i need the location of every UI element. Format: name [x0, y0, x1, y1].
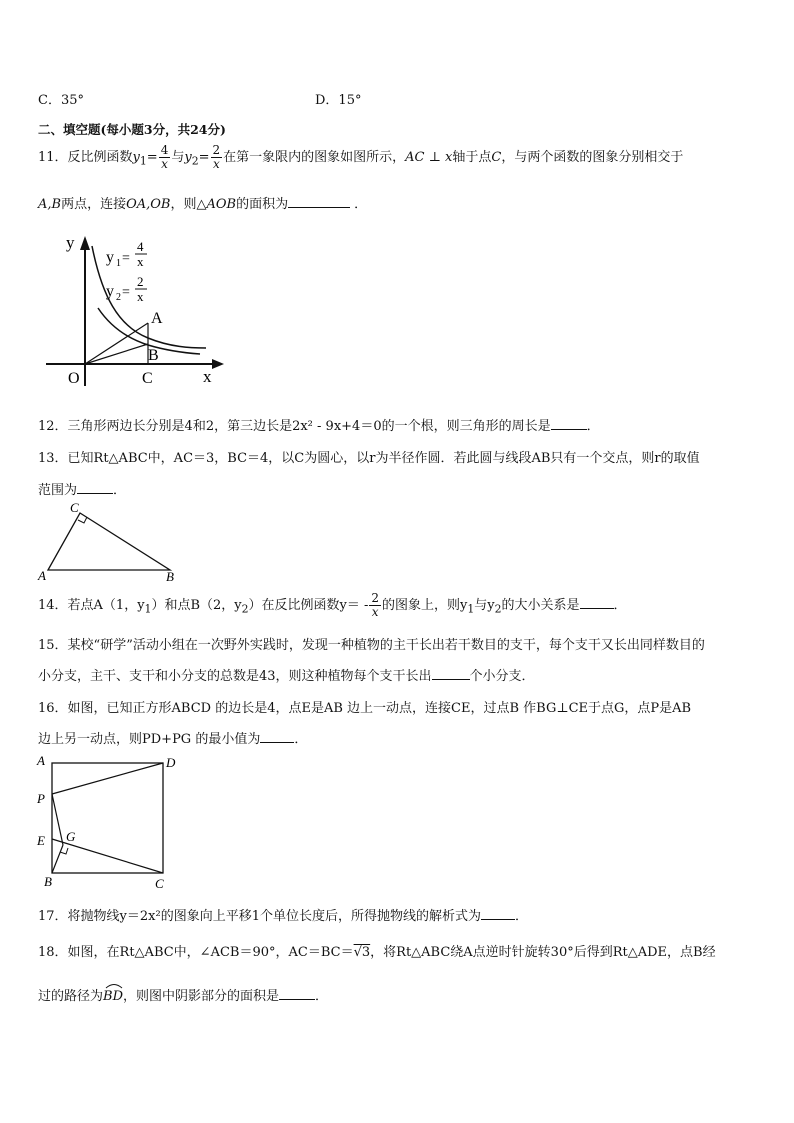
fig13-triangle-abc — [48, 513, 170, 570]
figure-11-graph — [40, 226, 230, 390]
q11-ac: AC ⊥ x — [405, 150, 453, 165]
q14-frac — [369, 592, 381, 619]
fig11-point-b-label: B — [148, 347, 159, 364]
figure-13-triangle — [34, 498, 184, 584]
fig13-label-b: B — [166, 569, 174, 584]
question-13-line-2 — [38, 479, 126, 498]
question-11-line-2 — [38, 193, 367, 212]
q11-triangle: △AOB — [196, 197, 237, 212]
q14-sub1: 1 — [144, 602, 152, 616]
answer-blank-18[interactable] — [279, 987, 315, 1000]
q18-end: ． — [315, 989, 329, 1004]
fig16-label-a: A — [37, 753, 45, 768]
fig11-y2-den: x — [137, 289, 144, 304]
q11-y2-sub: 2 — [191, 154, 199, 168]
question-12 — [38, 415, 600, 434]
question-11-line-1 — [38, 144, 683, 171]
q11-c: C — [491, 150, 502, 165]
q11-end: ． — [354, 197, 368, 212]
fig16-label-g: G — [66, 829, 76, 844]
fig16-segment-ec — [52, 839, 163, 873]
q11-frac-2-den: x — [212, 157, 220, 171]
q14-end: ． — [613, 598, 627, 613]
q11-ab: A,B — [38, 197, 62, 212]
fig11-y2-label: y — [106, 283, 114, 300]
fig13-right-angle-mark — [78, 517, 87, 523]
question-15-line-1: 15．某校“研学”活动小组在一次野外实践时，发现一种植物的主干长出若干数目的支干，每个支干又长出同样数目的 — [38, 638, 705, 653]
q18-line1b: ，将Rt△ABC绕A点逆时针旋转30°后得到Rt△ADE，点B经 — [370, 945, 716, 960]
fig11-y-label: y — [66, 233, 75, 252]
q11-text2: 轴于点 — [452, 150, 492, 165]
q14-sub4: 2 — [494, 602, 502, 616]
q12-end: ． — [586, 419, 600, 434]
answer-blank-16[interactable] — [260, 730, 294, 743]
fig13-label-c: C — [70, 500, 79, 515]
q14-text5: 与y — [474, 598, 495, 613]
figure-16-square — [34, 752, 184, 892]
answer-blank-15[interactable] — [432, 667, 470, 680]
q18-arc-symbol-icon — [105, 983, 123, 989]
q11-line2-text2: ，则 — [170, 197, 197, 212]
q12-text: 12．三角形两边长分别是4和2，第三边长是2x² - 9x+4＝0的一个根，则三角形的周长是 — [38, 419, 551, 434]
q11-frac-2-num: 2 — [212, 143, 221, 157]
fig11-x-arrow — [212, 359, 224, 369]
q11-frac-1-den: x — [161, 157, 168, 171]
fig11-point-a-label: A — [151, 310, 163, 327]
fig11-x-label: x — [203, 367, 212, 386]
section-title: 二、填空题(每小题3分，共24分) — [38, 122, 226, 137]
q17-end: ． — [514, 909, 528, 924]
fig11-y1-den: x — [137, 254, 144, 269]
question-17 — [38, 905, 528, 924]
q13-line2: 范围为 — [38, 483, 78, 498]
fig11-y2-eq: = — [122, 285, 130, 300]
fig16-segment-bg — [52, 845, 63, 873]
q17-text: 17．将抛物线y＝2x²的图象向上平移1个单位长度后，所得抛物线的解析式为 — [38, 909, 481, 924]
q14-frac-num: 2 — [371, 591, 380, 605]
fig16-segment-pg — [52, 794, 63, 845]
q14-text2: ）和点B（2，y — [151, 598, 242, 613]
q11-line2-text3: 的面积为 — [236, 197, 289, 212]
answer-blank-13[interactable] — [77, 481, 113, 494]
fig11-segment-ob — [85, 344, 148, 364]
question-15-line-2 — [38, 665, 535, 684]
q11-y2: y — [184, 150, 192, 165]
q11-y1: y — [132, 150, 140, 165]
q16-end: ． — [294, 732, 308, 747]
q11-text1: 在第一象限内的图象如图所示， — [223, 150, 406, 165]
q11-frac-1 — [159, 144, 171, 171]
q14-text3: ）在反比例函数y＝ - — [248, 598, 369, 613]
fig16-label-e: E — [37, 833, 45, 848]
q11-mid: 与 — [171, 150, 185, 165]
q18-line1a: 18．如图，在Rt△ABC中，∠ACB＝90°，AC＝BC＝ — [38, 945, 354, 960]
fig13-label-a: A — [38, 568, 46, 583]
fig11-point-c-label: C — [142, 370, 153, 387]
question-16-line-2 — [38, 728, 307, 747]
q11-prefix: 11．反比例函数 — [38, 150, 133, 165]
fig11-y2-sub: 2 — [116, 292, 121, 303]
fig11-y1-num: 4 — [137, 239, 144, 254]
question-18-line-2 — [38, 985, 328, 1004]
fig11-y-arrow — [80, 236, 90, 250]
q14-frac-den: x — [371, 605, 379, 619]
q18-arc-bd — [103, 989, 123, 1004]
fig16-label-c: C — [155, 876, 164, 891]
question-18-line-1 — [38, 941, 716, 960]
q11-frac-2 — [211, 144, 223, 171]
fig16-label-d: D — [166, 755, 176, 770]
q14-text1: 14．若点A（1，y — [38, 598, 145, 613]
fig16-label-b: B — [44, 874, 52, 889]
q11-eq2: = — [198, 150, 210, 165]
q15-line2a: 小分支，主干、支干和小分支的总数是43，则这种植物每个支干长出 — [38, 669, 432, 684]
q13-end: ． — [113, 483, 127, 498]
q14-sub3: 1 — [467, 602, 475, 616]
q14-text4: 的图象上，则y — [382, 598, 468, 613]
q14-text6: 的大小关系是 — [501, 598, 580, 613]
q15-line2b: 个小分支． — [469, 669, 535, 684]
answer-blank-17[interactable] — [481, 907, 515, 920]
fig11-y2-num: 2 — [137, 274, 144, 289]
q14-sub2: 2 — [241, 602, 249, 616]
q11-line2-text: 两点，连接 — [61, 197, 127, 212]
fig16-label-p: P — [37, 791, 45, 806]
fig11-y1-sub: 1 — [116, 258, 121, 269]
q11-oa-ob: OA,OB — [126, 197, 171, 212]
fig11-origin-label: O — [68, 370, 80, 387]
q18-arc-text: BD — [103, 989, 123, 1004]
q11-y1-sub: 1 — [139, 154, 147, 168]
q18-line2a: 过的路径为 — [38, 989, 104, 1004]
question-14 — [38, 592, 627, 619]
q16-line2: 边上另一动点，则PD+PG 的最小值为 — [38, 732, 261, 747]
fig16-segment-pd — [52, 763, 163, 794]
q11-frac-1-num: 4 — [160, 143, 169, 157]
answer-blank-11[interactable] — [288, 195, 350, 208]
q11-eq1: = — [146, 150, 158, 165]
question-16-line-1: 16．如图，已知正方形ABCD 的边长是4，点E是AB 边上一动点，连接CE，过点B 作BG⊥CE于点G，点P是AB — [38, 701, 692, 716]
option-d: D．15° — [315, 93, 362, 108]
q11-text3: ，与两个函数的图象分别相交于 — [501, 150, 684, 165]
fig11-y1-eq: = — [122, 251, 130, 266]
q18-sqrt3: √3 — [353, 945, 371, 960]
option-c: C．35° — [38, 93, 84, 108]
question-13-line-1: 13．已知Rt△ABC中，AC＝3，BC＝4，以C为圆心，以r为半径作圆．若此圆与线段AB只有一个交点，则r的取值 — [38, 451, 700, 466]
answer-blank-14[interactable] — [580, 596, 614, 609]
answer-blank-12[interactable] — [551, 417, 587, 430]
fig11-y1-label: y — [106, 249, 114, 266]
q18-line2b: ，则图中阴影部分的面积是 — [123, 989, 280, 1004]
